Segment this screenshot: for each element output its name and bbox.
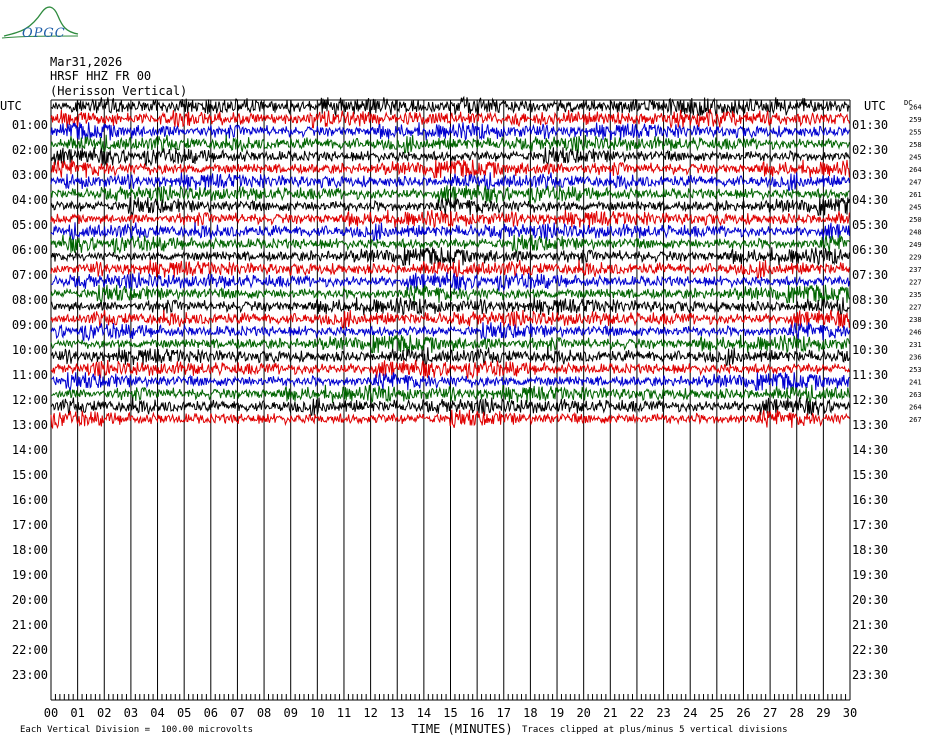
- x-tick-label: 28: [789, 706, 804, 720]
- x-tick-label: 05: [176, 706, 192, 720]
- right-hour-label: 22:30: [852, 643, 889, 657]
- site-label: (Herisson Vertical): [50, 84, 188, 98]
- x-tick-label: 26: [736, 706, 751, 720]
- x-tick-label: 01: [70, 706, 85, 720]
- x-tick-label: 06: [203, 706, 219, 720]
- x-tick-label: 23: [656, 706, 671, 720]
- right-hour-label: 23:30: [852, 668, 889, 682]
- right-hour-label: 02:30: [852, 143, 889, 157]
- left-hour-label: 05:00: [11, 218, 48, 232]
- left-hour-label: 04:00: [11, 193, 48, 207]
- x-tick-label: 12: [363, 706, 378, 720]
- x-tick-label: 16: [469, 706, 485, 720]
- dc-offset-value: 227: [909, 278, 922, 287]
- right-hour-label: 12:30: [852, 393, 889, 407]
- dc-offset-value: 258: [909, 140, 922, 149]
- x-tick-label: 25: [709, 706, 725, 720]
- clip-note: Traces clipped at plus/minus 5 vertical divisions: [522, 725, 788, 735]
- right-hour-label: 17:30: [852, 518, 889, 532]
- dc-offset-value: 245: [909, 203, 922, 212]
- left-hour-label: 19:00: [11, 568, 48, 582]
- dc-offset-value: 264: [909, 165, 922, 174]
- x-tick-label: 24: [682, 706, 698, 720]
- dc-offset-value: 231: [909, 340, 922, 349]
- right-hour-label: 05:30: [852, 218, 889, 232]
- dc-offset-value: 246: [909, 328, 922, 337]
- left-hour-label: 09:00: [11, 318, 48, 332]
- x-tick-label: 27: [762, 706, 778, 720]
- x-tick-label: 10: [310, 706, 325, 720]
- left-hour-label: 08:00: [11, 293, 48, 307]
- right-hour-label: 19:30: [852, 568, 889, 582]
- x-tick-label: 11: [336, 706, 352, 720]
- dc-offset-value: 255: [909, 128, 922, 137]
- left-hour-label: 18:00: [11, 543, 48, 557]
- dc-offset-value: 247: [909, 178, 922, 187]
- dc-offset-value: 227: [909, 303, 922, 312]
- right-axis-title: UTC: [864, 99, 886, 113]
- left-hour-label: 06:00: [11, 243, 48, 257]
- x-tick-label: 18: [523, 706, 538, 720]
- dc-offset-value: 253: [909, 365, 922, 374]
- dc-offset-value: 245: [909, 153, 922, 162]
- dc-offset-value: 267: [909, 415, 922, 424]
- x-tick-label: 02: [97, 706, 112, 720]
- left-hour-label: 20:00: [11, 593, 48, 607]
- dc-offset-value: 241: [909, 378, 922, 387]
- dc-offset-value: 264: [909, 103, 922, 112]
- left-hour-label: 22:00: [11, 643, 48, 657]
- left-hour-label: 15:00: [11, 468, 48, 482]
- right-hour-label: 07:30: [852, 268, 889, 282]
- dc-offset-value: 236: [909, 353, 922, 362]
- x-tick-label: 29: [816, 706, 831, 720]
- x-tick-label: 30: [842, 706, 858, 720]
- x-tick-label: 22: [629, 706, 645, 720]
- x-tick-label: 17: [496, 706, 511, 720]
- x-tick-label: 04: [150, 706, 165, 720]
- dc-offset-value: 259: [909, 115, 922, 124]
- x-tick-label: 00: [43, 706, 59, 720]
- dc-offset-value: 250: [909, 215, 922, 224]
- dc-offset-value: 238: [909, 315, 922, 324]
- date-label: Mar31,2026: [50, 55, 123, 69]
- left-hour-label: 12:00: [11, 393, 48, 407]
- right-hour-label: 13:30: [852, 418, 889, 432]
- right-hour-label: 09:30: [852, 318, 889, 332]
- right-hour-label: 04:30: [852, 193, 889, 207]
- right-hour-label: 03:30: [852, 168, 889, 182]
- dc-offset-value: 229: [909, 253, 922, 262]
- x-tick-label: 03: [123, 706, 139, 720]
- right-hour-label: 14:30: [852, 443, 889, 457]
- left-hour-label: 10:00: [11, 343, 48, 357]
- left-hour-label: 14:00: [11, 443, 48, 457]
- left-hour-label: 21:00: [11, 618, 48, 632]
- left-hour-label: 13:00: [11, 418, 48, 432]
- x-tick-label: 13: [390, 706, 405, 720]
- right-hour-label: 15:30: [852, 468, 889, 482]
- x-tick-label: 08: [256, 706, 272, 720]
- dc-offset-value: 264: [909, 403, 922, 412]
- right-hour-label: 20:30: [852, 593, 889, 607]
- dc-offset-value: 261: [909, 190, 922, 199]
- dc-offset-value: 249: [909, 240, 922, 249]
- x-tick-label: 07: [230, 706, 245, 720]
- x-tick-label: 21: [603, 706, 618, 720]
- x-tick-label: 09: [283, 706, 298, 720]
- left-hour-label: 03:00: [11, 168, 48, 182]
- left-hour-label: 11:00: [11, 368, 48, 382]
- dc-offset-value: 237: [909, 265, 922, 274]
- x-axis-label: TIME (MINUTES): [411, 722, 513, 736]
- right-hour-label: 08:30: [852, 293, 889, 307]
- left-hour-label: 23:00: [11, 668, 48, 682]
- right-hour-label: 18:30: [852, 543, 889, 557]
- right-hour-label: 06:30: [852, 243, 889, 257]
- right-hour-label: 01:30: [852, 118, 889, 132]
- left-hour-label: 07:00: [11, 268, 48, 282]
- dc-offset-value: 248: [909, 228, 922, 237]
- x-tick-label: 14: [416, 706, 432, 720]
- right-hour-label: 11:30: [852, 368, 889, 382]
- scale-note: Each Vertical Division = 100.00 microvolts: [20, 725, 253, 735]
- station-label: HRSF HHZ FR 00: [50, 69, 152, 83]
- left-hour-label: 02:00: [11, 143, 48, 157]
- right-hour-label: 10:30: [852, 343, 889, 357]
- right-hour-label: 21:30: [852, 618, 889, 632]
- logo-text: OPGC: [22, 26, 66, 41]
- left-hour-label: 17:00: [11, 518, 48, 532]
- x-tick-label: 19: [549, 706, 565, 720]
- dc-header: DC: [904, 99, 913, 107]
- dc-offset-value: 263: [909, 390, 922, 399]
- dc-offset-value: 235: [909, 290, 922, 299]
- x-tick-label: 15: [443, 706, 458, 720]
- left-hour-label: 01:00: [11, 118, 48, 132]
- x-tick-label: 20: [576, 706, 591, 720]
- left-axis-title: UTC: [0, 99, 22, 113]
- left-hour-label: 16:00: [11, 493, 48, 507]
- right-hour-label: 16:30: [852, 493, 889, 507]
